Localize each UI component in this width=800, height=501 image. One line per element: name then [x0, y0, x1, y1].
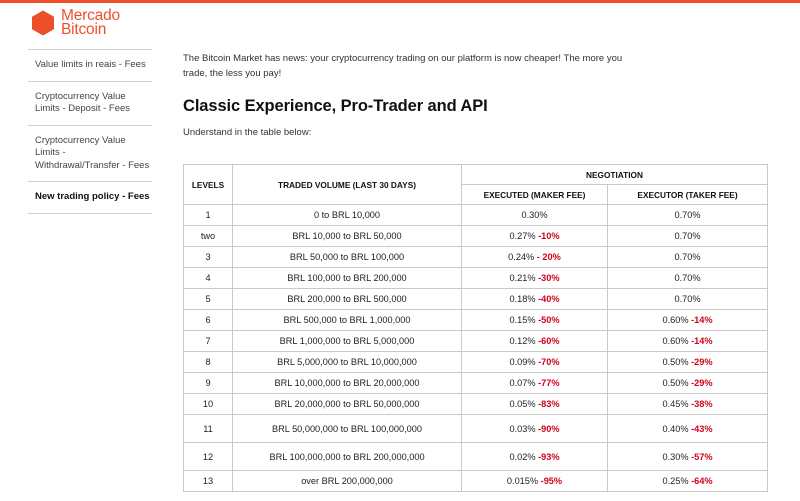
volume-cell: over BRL 200,000,000	[233, 471, 462, 492]
maker-fee-cell	[462, 268, 608, 289]
volume-cell: BRL 50,000 to BRL 100,000	[233, 247, 462, 268]
sidebar-item-value-limits-reais[interactable]: Value limits in reais - Fees	[28, 49, 152, 81]
taker-fee-value: 0.50%	[662, 378, 689, 388]
taker-fee-value: 0.30%	[662, 451, 689, 462]
taker-fee-cell	[608, 205, 768, 226]
volume-cell: BRL 100,000 to BRL 200,000	[233, 268, 462, 289]
maker-discount-badge: -50%	[538, 315, 560, 325]
maker-fee-value: 0.30%	[521, 210, 548, 220]
taker-discount-badge: -57%	[691, 451, 713, 462]
volume-cell: BRL 500,000 to BRL 1,000,000	[233, 310, 462, 331]
volume-cell: BRL 10,000,000 to BRL 20,000,000	[233, 373, 462, 394]
table-row	[184, 443, 768, 471]
maker-fee-cell	[462, 443, 608, 471]
site-header	[0, 3, 800, 47]
sidebar-nav	[28, 49, 152, 214]
taker-fee-value: 0.50%	[662, 357, 689, 367]
main-content	[183, 51, 773, 138]
volume-cell: BRL 20,000,000 to BRL 50,000,000	[233, 394, 462, 415]
level-cell: 7	[184, 331, 233, 352]
logo-line-1: Mercado	[61, 7, 120, 24]
maker-discount-badge: -95%	[540, 476, 563, 486]
maker-fee-cell	[462, 352, 608, 373]
volume-cell: BRL 50,000,000 to BRL 100,000,000	[233, 415, 462, 443]
taker-fee-value: 0.70%	[674, 231, 701, 241]
maker-discount-badge: -83%	[538, 399, 560, 409]
maker-fee-cell	[462, 226, 608, 247]
volume-cell: BRL 1,000,000 to BRL 5,000,000	[233, 331, 462, 352]
taker-discount-badge: -43%	[691, 423, 713, 434]
taker-fee-cell	[608, 471, 768, 492]
table-row	[184, 373, 768, 394]
table-row	[184, 247, 768, 268]
maker-fee-value: 0.18%	[509, 294, 536, 304]
fees-table-body	[184, 205, 768, 492]
level-cell: 6	[184, 310, 233, 331]
taker-fee-cell	[608, 415, 768, 443]
taker-discount-badge: -29%	[691, 357, 713, 367]
maker-discount-badge: - 20%	[536, 252, 561, 262]
maker-discount-badge: -90%	[538, 423, 560, 434]
sidebar-item-new-trading-policy[interactable]: New trading policy - Fees	[28, 181, 152, 214]
maker-discount-badge: -10%	[538, 231, 560, 241]
taker-fee-cell	[608, 310, 768, 331]
maker-fee-cell	[462, 331, 608, 352]
taker-discount-badge: -14%	[691, 336, 713, 346]
taker-discount-badge: -64%	[691, 476, 713, 486]
maker-discount-badge: -70%	[538, 357, 560, 367]
maker-discount-badge: -30%	[538, 273, 560, 283]
maker-fee-cell	[462, 310, 608, 331]
maker-fee-value: 0.015%	[506, 476, 539, 486]
taker-fee-cell	[608, 394, 768, 415]
taker-fee-value: 0.25%	[662, 476, 689, 486]
maker-fee-cell	[462, 205, 608, 226]
table-row	[184, 352, 768, 373]
volume-cell: BRL 100,000,000 to BRL 200,000,000	[233, 443, 462, 471]
taker-fee-value: 0.60%	[662, 336, 689, 346]
taker-fee-value: 0.40%	[662, 423, 689, 434]
taker-discount-badge: -29%	[691, 378, 713, 388]
maker-fee-cell	[462, 415, 608, 443]
level-cell: 3	[184, 247, 233, 268]
maker-fee-value: 0.24%	[508, 252, 535, 262]
maker-fee-cell	[462, 471, 608, 492]
maker-fee-cell	[462, 247, 608, 268]
taker-discount-badge: -14%	[691, 315, 713, 325]
maker-fee-value: 0.03%	[509, 423, 536, 434]
taker-fee-value: 0.70%	[674, 294, 701, 304]
table-row	[184, 268, 768, 289]
hexagon-logo-icon	[30, 10, 56, 36]
maker-fee-cell	[462, 394, 608, 415]
table-row	[184, 394, 768, 415]
header-traded-volume: TRADED VOLUME (LAST 30 DAYS)	[233, 165, 462, 205]
table-row	[184, 226, 768, 247]
header-maker-fee: EXECUTED (MAKER FEE)	[462, 185, 608, 205]
taker-fee-value: 0.45%	[662, 399, 689, 409]
level-cell: 5	[184, 289, 233, 310]
maker-fee-value: 0.05%	[509, 399, 536, 409]
taker-fee-cell	[608, 247, 768, 268]
maker-fee-cell	[462, 289, 608, 310]
maker-fee-value: 0.09%	[509, 357, 536, 367]
maker-fee-value: 0.02%	[509, 451, 536, 462]
taker-fee-cell	[608, 352, 768, 373]
table-row	[184, 415, 768, 443]
table-row	[184, 471, 768, 492]
table-row	[184, 289, 768, 310]
taker-discount-badge: -38%	[691, 399, 713, 409]
header-taker-fee: EXECUTOR (TAKER FEE)	[608, 185, 768, 205]
maker-fee-value: 0.27%	[509, 231, 536, 241]
level-cell: 10	[184, 394, 233, 415]
maker-discount-badge: -60%	[538, 336, 560, 346]
taker-fee-cell	[608, 226, 768, 247]
volume-cell: 0 to BRL 10,000	[233, 205, 462, 226]
level-cell: 9	[184, 373, 233, 394]
maker-discount-badge: -77%	[538, 378, 560, 388]
header-levels: LEVELS	[184, 165, 233, 205]
volume-cell: BRL 5,000,000 to BRL 10,000,000	[233, 352, 462, 373]
fees-table	[183, 164, 768, 492]
logo-wordmark	[61, 9, 120, 37]
taker-fee-cell	[608, 331, 768, 352]
table-row	[184, 310, 768, 331]
sidebar-item-crypto-withdrawal-limits[interactable]: Cryptocurrency Value Limits - Withdrawal/Transfer - Fees	[28, 125, 152, 182]
table-intro-text: Understand in the table below:	[183, 127, 312, 138]
maker-fee-value: 0.21%	[509, 273, 536, 283]
taker-fee-cell	[608, 443, 768, 471]
level-cell: two	[184, 226, 233, 247]
maker-discount-badge: -93%	[538, 451, 560, 462]
taker-fee-cell	[608, 289, 768, 310]
taker-fee-value: 0.60%	[662, 315, 689, 325]
level-cell: 1	[184, 205, 233, 226]
level-cell: 12	[184, 443, 233, 471]
level-cell: 11	[184, 415, 233, 443]
taker-fee-cell	[608, 268, 768, 289]
level-cell: 13	[184, 471, 233, 492]
intro-paragraph: The Bitcoin Market has news: your cryptocurrency trading on our platform is now cheaper! The more you trade, the less you pay!	[183, 53, 623, 79]
logo-line-2: Bitcoin	[61, 21, 107, 38]
maker-discount-badge: -40%	[538, 294, 560, 304]
level-cell: 4	[184, 268, 233, 289]
section-title: Classic Experience, Pro-Trader and API	[183, 97, 488, 115]
volume-cell: BRL 200,000 to BRL 500,000	[233, 289, 462, 310]
table-row	[184, 331, 768, 352]
level-cell: 8	[184, 352, 233, 373]
maker-fee-value: 0.07%	[509, 378, 536, 388]
maker-fee-cell	[462, 373, 608, 394]
taker-fee-value: 0.70%	[674, 273, 701, 283]
table-row	[184, 205, 768, 226]
mercado-bitcoin-logo[interactable]	[30, 9, 120, 37]
taker-fee-cell	[608, 373, 768, 394]
maker-fee-value: 0.12%	[509, 336, 536, 346]
header-negotiation: NEGOTIATION	[462, 165, 768, 185]
taker-fee-value: 0.70%	[674, 210, 701, 220]
taker-fee-value: 0.70%	[674, 252, 701, 262]
maker-fee-value: 0.15%	[509, 315, 536, 325]
sidebar-item-crypto-deposit-limits[interactable]: Cryptocurrency Value Limits - Deposit - Fees	[28, 81, 152, 125]
volume-cell: BRL 10,000 to BRL 50,000	[233, 226, 462, 247]
